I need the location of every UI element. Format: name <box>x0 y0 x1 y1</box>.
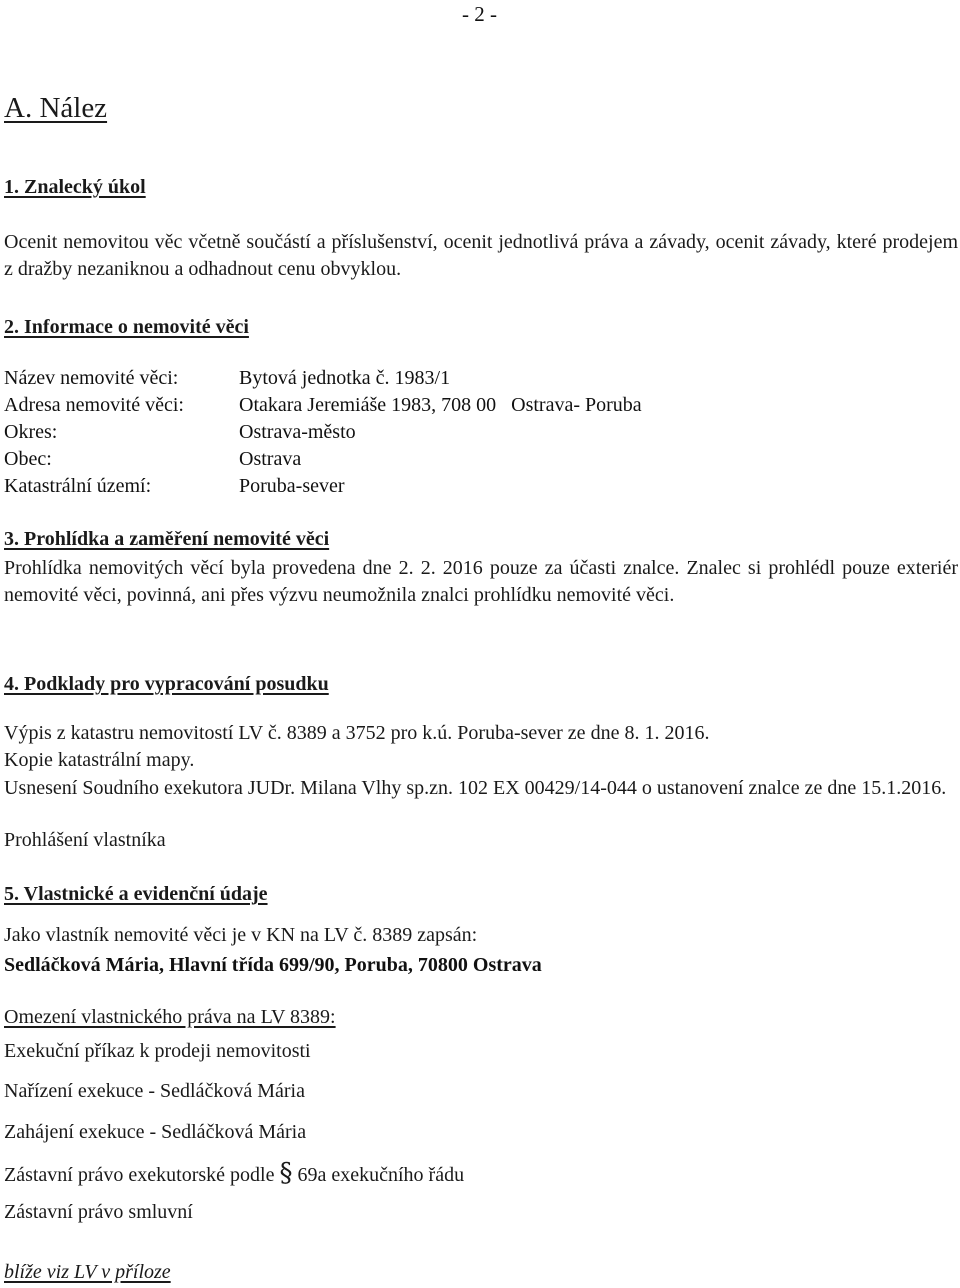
restriction-item: Nařízení exekuce - Sedláčková Mária <box>4 1080 305 1102</box>
info-row-name <box>4 367 958 393</box>
section-5-heading: 5. Vlastnické a evidenční údaje <box>4 883 268 905</box>
see-attachment-note: blíže viz LV v příloze <box>4 1261 171 1283</box>
info-value: Otakara Jeremiáše 1983, 708 00 Ostrava- Poruba <box>239 394 642 416</box>
section-3-text: Prohlídka nemovitých věcí byla provedena dne 2. 2. 2016 pouze za účasti znalce. Znalec si prohlédl pouze exteriér nemovité věci, povinná, ani přes výzvu neumožnila znalci prohlídku nemovité věci. <box>4 557 958 606</box>
source-document-1: Výpis z katastru nemovitostí LV č. 8389 a 3752 pro k.ú. Poruba-sever ze dne 8. 1. 2016. <box>4 722 710 744</box>
restriction-item: Exekuční příkaz k prodeji nemovitosti <box>4 1040 311 1062</box>
section-1-text: Ocenit nemovitou věc včetně součástí a příslušenství, ocenit jednotlivá práva a závady, ocenit závady, které prodejem z dražby nezaniknou a odhadnout cenu obvyklou. <box>4 231 958 280</box>
section-4-heading: 4. Podklady pro vypracování posudku <box>4 673 329 695</box>
info-label: Adresa nemovité věci: <box>4 394 184 416</box>
info-value: Bytová jednotka č. 1983/1 <box>239 367 451 389</box>
source-document-3: Usnesení Soudního exekutora JUDr. Milana Vlhy sp.zn. 102 EX 00429/14-044 o ustanovení znalce ze dne 15.1.2016. <box>4 777 947 799</box>
lien-prefix: Zástavní právo exekutorské podle <box>4 1164 275 1186</box>
info-row-cadastral-area <box>4 475 958 501</box>
info-label: Okres: <box>4 421 58 443</box>
lien-executor <box>4 1158 464 1188</box>
info-row-address <box>4 394 958 420</box>
info-value: Ostrava <box>239 448 302 470</box>
info-row-district <box>4 421 958 447</box>
section-1-heading: 1. Znalecký úkol <box>4 176 146 198</box>
info-label: Název nemovité věci: <box>4 367 179 389</box>
page-number: - 2 - <box>462 2 497 26</box>
lien-contract: Zástavní právo smluvní <box>4 1201 193 1223</box>
info-row-municipality <box>4 448 958 474</box>
section-3-heading: 3. Prohlídka a zaměření nemovité věci <box>4 528 330 550</box>
source-document-2: Kopie katastrální mapy. <box>4 749 195 771</box>
info-value: Poruba-sever <box>239 475 345 497</box>
restrictions-heading: Omezení vlastnického práva na LV 8389: <box>4 1006 336 1028</box>
lien-suffix: 69a exekučního řádu <box>297 1164 465 1186</box>
section-symbol: § <box>279 1158 293 1188</box>
owner-name: Sedláčková Mária, Hlavní třída 699/90, Poruba, 70800 Ostrava <box>4 954 542 976</box>
info-label: Obec: <box>4 448 52 470</box>
owner-intro: Jako vlastník nemovité věci je v KN na LV č. 8389 zapsán: <box>4 924 478 946</box>
source-document-4: Prohlášení vlastníka <box>4 829 166 851</box>
info-value: Ostrava-město <box>239 421 356 443</box>
restriction-item: Zahájení exekuce - Sedláčková Mária <box>4 1121 307 1143</box>
section-2-heading: 2. Informace o nemovité věci <box>4 316 249 338</box>
document-title: A. Nález <box>4 92 108 124</box>
info-label: Katastrální území: <box>4 475 152 497</box>
